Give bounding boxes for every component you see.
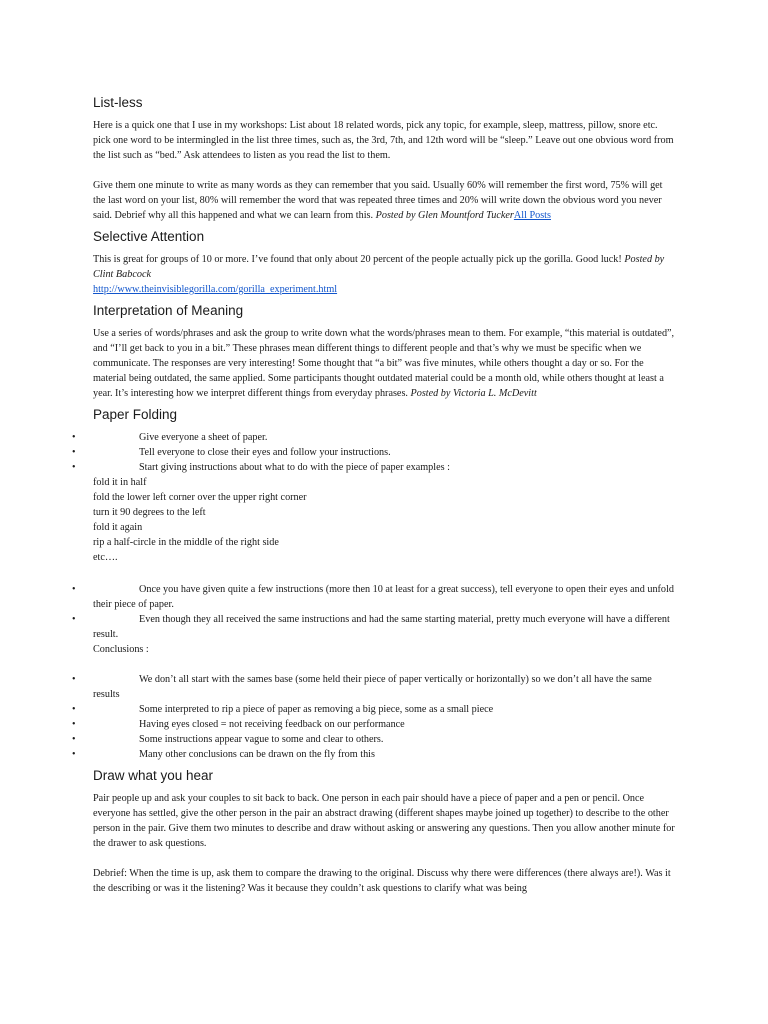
list-item: • Even though they all received the same instructions and had the same starting material, pretty much everyone will have a different result. — [93, 612, 675, 642]
section-title-paper-folding: Paper Folding — [93, 407, 178, 422]
list-item: • Give everyone a sheet of paper. — [93, 430, 675, 445]
example-line: etc…. — [93, 552, 118, 563]
section-title-selective-attention: Selective Attention — [93, 229, 205, 244]
list-item: • We don’t all start with the sames base (some held their piece of paper vertically or horizontally) so we don’t all have the same results — [93, 672, 675, 702]
example-line: rip a half-circle in the middle of the right side — [93, 537, 279, 548]
section-title-draw-what-you-hear: Draw what you hear — [93, 768, 214, 783]
list-item: • Many other conclusions can be drawn on the fly from this — [93, 747, 675, 762]
example-line: fold it again — [93, 522, 143, 533]
list-less-paragraph-1: Here is a quick one that I use in my workshops: List about 18 related words, pick any topic, for example, sleep, mattress, pillow, snore etc. pick one word to be intermingled in the list three times, such as, the 3rd, 7th, and 12th word will be “sleep.” Leave out one obvious word from the list such as “bed.” Ask attendees to listen as you read the list to them. — [93, 120, 674, 161]
all-posts-link[interactable]: All Posts — [513, 210, 551, 221]
list-item: • Some instructions appear vague to some and clear to others. — [93, 732, 675, 747]
interpretation-paragraph — [93, 326, 675, 401]
list-item: • Having eyes closed = not receiving feedback on our performance — [93, 717, 675, 732]
example-line: fold it in half — [93, 477, 147, 488]
paper-folding-results — [93, 582, 675, 642]
list-item: • Start giving instructions about what to do with the piece of paper examples : — [93, 460, 675, 475]
section-title-list-less: List-less — [93, 95, 143, 110]
list-less-paragraph-2 — [93, 178, 675, 223]
list-item: • Some interpreted to rip a piece of paper as removing a big piece, some as a small piece — [93, 702, 675, 717]
conclusions-list — [93, 672, 675, 762]
conclusions-label: Conclusions : — [93, 644, 149, 655]
draw-paragraph-1: Pair people up and ask your couples to sit back to back. One person in each pair should have a piece of paper and a pen or pencil. Once everyone has settled, give the other person in the pair an abstract drawing (different shapes maybe joined up together) to describe to the other person in the pair. Give them two minutes to describe and draw without asking or answering any questions. Then you allow another minute for the drawer to ask questions. — [93, 793, 675, 849]
document-body — [93, 94, 675, 896]
selective-attention-paragraph — [93, 252, 675, 297]
draw-paragraph-2: Debrief: When the time is up, ask them to compare the drawing to the original. Discuss why there were differences (there always are!). Was it the describing or was it the listening? Was it because they couldn’t ask questions to clarify what was being — [93, 868, 671, 894]
list-less-author: Posted by Glen Mountford Tucker — [375, 210, 514, 221]
list-item: • Once you have given quite a few instructions (more then 10 at least for a great success), tell everyone to open their eyes and unfold their piece of paper. — [93, 582, 675, 612]
example-line: turn it 90 degrees to the left — [93, 507, 206, 518]
example-line: fold the lower left corner over the upper right corner — [93, 492, 307, 503]
interpretation-author: Posted by Victoria L. McDevitt — [410, 388, 537, 399]
list-item: • Tell everyone to close their eyes and follow your instructions. — [93, 445, 675, 460]
interpretation-text: Use a series of words/phrases and ask the group to write down what the words/phrases mean to them. For example, “this material is outdated”, and “I’ll get back to you in a bit.” These phrases mean different things to different people and that’s why we must be specific when we communicate. The responses are very interesting! Some thought that “a bit” was five minutes, while others thought a day or so. For the material being outdated, the same applied. Some participants thought outdated material could be a month old, while others thought at least a year. It’s interesting how we interpret different things from everyday phrases. — [93, 328, 675, 399]
selective-attention-text: This is great for groups of 10 or more. I’ve found that only about 20 percent of the people actually pick up the gorilla. Good luck! — [93, 254, 625, 265]
section-title-interpretation-of-meaning: Interpretation of Meaning — [93, 303, 244, 318]
selective-attention-author: Posted by Clint Babcock — [93, 254, 665, 280]
paper-folding-steps — [93, 430, 675, 475]
fold-examples — [93, 475, 675, 565]
list-less-text: Give them one minute to write as many words as they can remember that you said. Usually 60% will remember the first word, 75% will get the last word on your list, 80% will remember the word that was repeated three times and 20% will write down the obvious word you never said. Debrief why all this happened and what we can learn from this. — [93, 180, 663, 221]
gorilla-experiment-link[interactable]: http://www.theinvisiblegorilla.com/gorilla_experiment.html — [93, 284, 338, 295]
